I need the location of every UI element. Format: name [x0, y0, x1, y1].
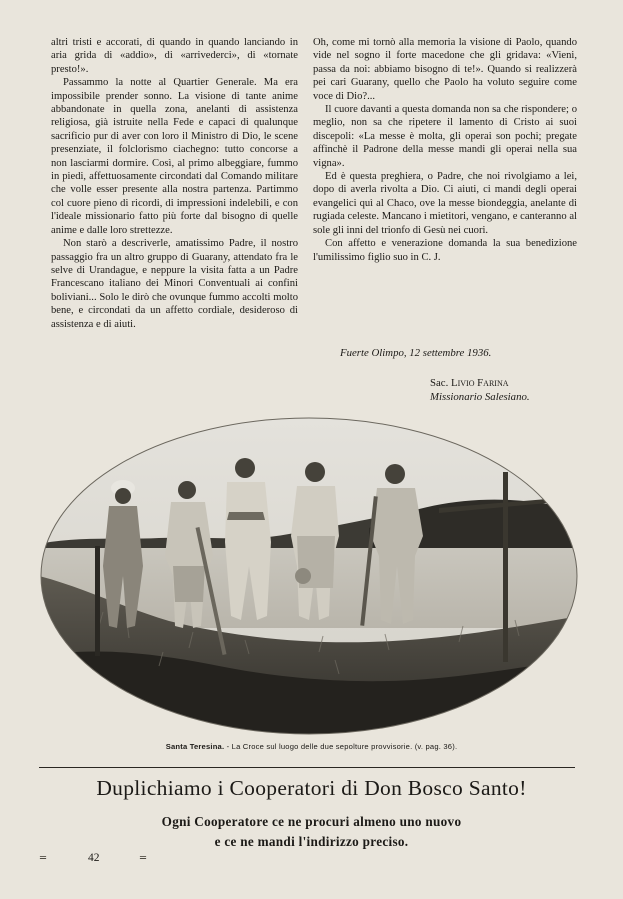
photo-caption	[0, 742, 623, 751]
right-text-column	[313, 36, 577, 264]
signature-role: Missionario Salesiano.	[430, 391, 530, 403]
subheadline-line-2: e ce ne mandi l'indirizzo preciso.	[214, 834, 409, 849]
left-paragraph-1: altri tristi e accorati, di quando in quando lanciando in aria grida di «addio», di «arrivederci», di «tornate presto!».	[51, 37, 298, 75]
left-paragraph-3: Non starò a descriverle, amatissimo Padre, il nostro passaggio fra un altro gruppo di Guarany, attendato fra le selve di Urandague, e neppure la visita fatta a un Padre Francescano italiano dei Minori Conventuali ai confini boliviani... Solo le dirò che ovunque fummo accolti molto bene, e circondati da un affetto cordiale, desideroso di assistenza e di aiuti.	[51, 238, 298, 330]
caption-place: Santa Teresina.	[165, 742, 225, 751]
right-paragraph-2: Il cuore davanti a questa domanda non sa che rispondere; o meglio, non sa che ripetere il lamento di Cristo ai suoi discepoli: «La messe è molta, gli operai son pochi; pregate affinchè il Padrone della messe mandi gli operai nella sua vigna».	[313, 104, 577, 169]
ornament-left-icon: ═	[40, 853, 47, 864]
right-paragraph-1: Oh, come mi tornò alla memoria la visione di Paolo, quando vide nel sogno il forte macedone che gli gridava: «Vieni, passa da noi: abbiamo bisogno di te!». Quando si realizzerà pei cari Guarany, quello che Paolo ha voluto seguire come voce di Dio?...	[313, 37, 577, 102]
right-paragraph-3: Ed è questa preghiera, o Padre, che noi rivolgiamo a lei, dopo di averla rivolta a Dio. Ci aiuti, ci mandi degli operai evangelici quì al Chaco, ove la messe biondeggia, anelante di rugiada celeste. Mancano i mietitori, vengano, e canteranno al sole gli inni del trionfo di Gesù nei cuori.	[313, 171, 577, 236]
right-paragraph-4: Con affetto e venerazione domanda la sua benedizione l'umilissimo figlio suo in C. J.	[313, 238, 577, 263]
caption-text: - La Croce sul luogo delle due sepolture provvisorie.	[226, 742, 413, 751]
section-divider	[39, 767, 575, 768]
caption-page-ref: (v. pag. 36).	[414, 742, 458, 751]
letter-date: Fuerte Olimpo, 12 settembre 1936.	[340, 347, 492, 359]
oval-photograph	[39, 416, 579, 736]
left-text-column	[51, 36, 298, 331]
ornament-right-icon: ═	[140, 853, 147, 864]
signature-name: Livio Farina	[451, 377, 509, 389]
headline: Duplichiamo i Cooperatori di Don Bosco Santo!	[96, 776, 527, 800]
signature-prefix: Sac.	[430, 377, 449, 389]
letter-signature	[430, 376, 580, 404]
subheadline-line-1: Ogni Cooperatore ce ne procuri almeno uno nuovo	[161, 814, 462, 829]
page-number: 42	[88, 852, 100, 864]
left-paragraph-2: Passammo la notte al Quartier Generale. Ma era impossibile prender sonno. La visione di tante anime abbandonate in quella zona, anelanti di assistenza religiosa, già istruite nella Fede e capaci di qualunque sacrificio pur di aver con loro il Ministro di Dio, le scene presenziate, il folclorismo ciachegno: tutto concorse a non lasciarmi dormire. Così, al primo albeggiare, fummo in piedi, affettuosamente circondati dal Comando militare che volle esser presente alla nostra partenza. Partimmo col cuore pieno di ricordi, di impressioni indelebili, e con l'ideale missionario fatto più forte dal bisogno di quelle anime e dalle loro strettezze.	[51, 77, 298, 236]
